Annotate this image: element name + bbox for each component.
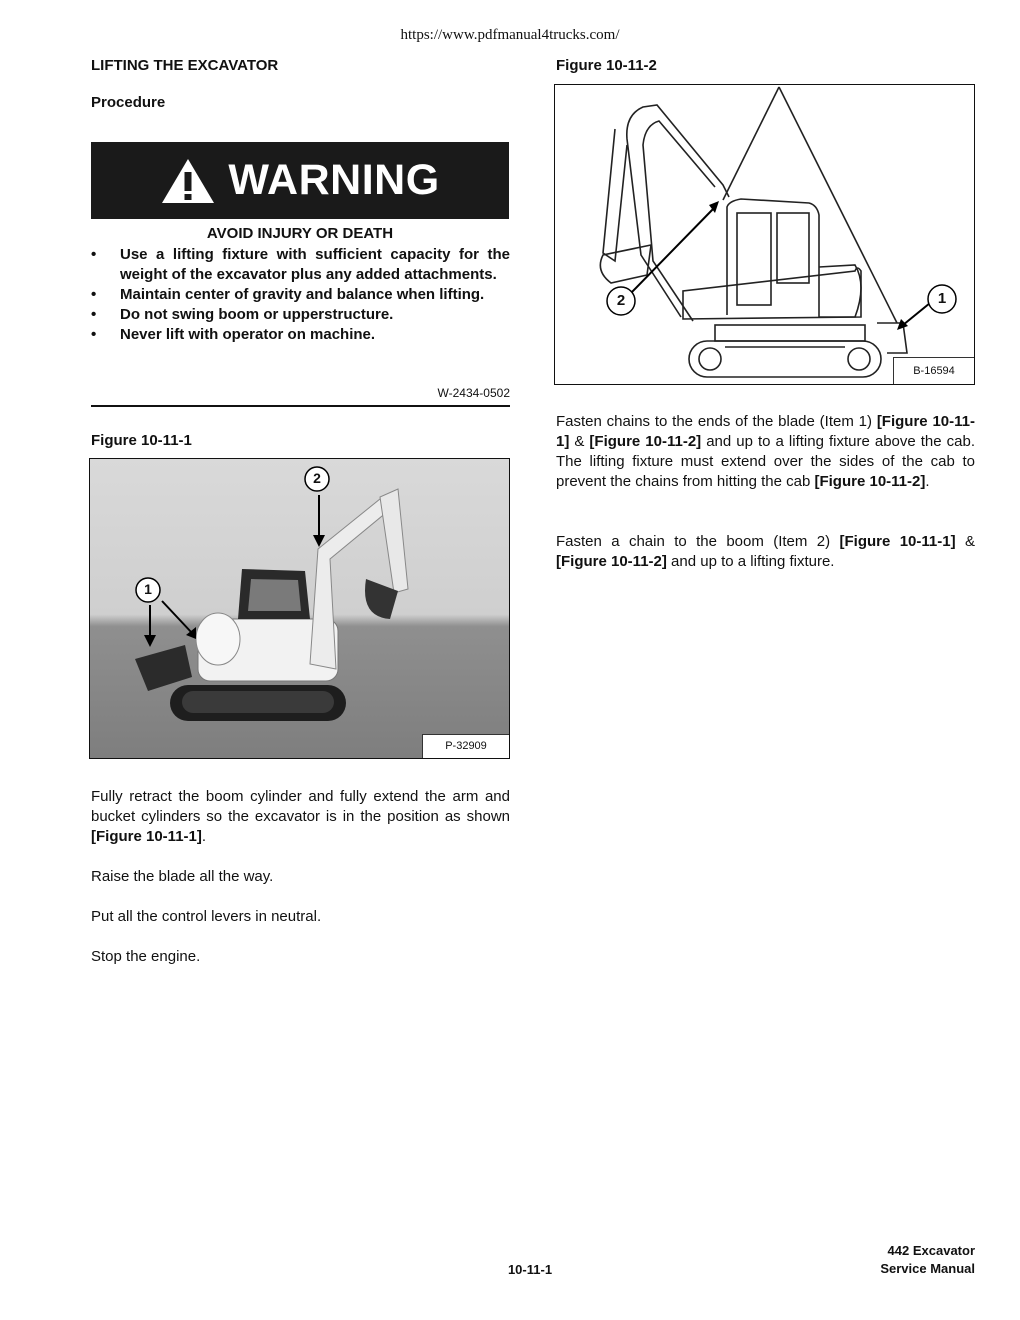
excavator-photo-illustration [90, 459, 510, 759]
figure-reference: [Figure 10-11-1] [556, 413, 975, 450]
figure2-callout-1: 1 [937, 290, 947, 307]
footer-manual-title [880, 1242, 975, 1278]
figure1-caption: Figure 10-11-1 [91, 432, 192, 449]
figure-reference: [Figure 10-11-1] [839, 533, 956, 550]
warning-bullet: • Use a lifting fixture with sufficient capacity for the weight of the excavator plus any added attachments. [91, 245, 510, 285]
subsection-title: Procedure [91, 94, 166, 111]
paragraph-raise-blade: Raise the blade all the way. [91, 868, 274, 885]
warning-code: W-2434-0502 [437, 386, 510, 400]
paragraph-levers: Put all the control levers in neutral. [91, 908, 322, 925]
footer-manual: Service Manual [880, 1261, 975, 1276]
section-title: LIFTING THE EXCAVATOR [91, 57, 279, 74]
warning-bullet-list [91, 245, 510, 345]
warning-bullet: • Do not swing boom or upperstructure. [91, 305, 510, 325]
figure-reference: [Figure 10-11-2] [556, 553, 667, 570]
warning-heading: AVOID INJURY OR DEATH [206, 225, 394, 242]
figure-reference: [Figure 10-11-2] [814, 473, 926, 490]
paragraph-fasten-blade: Fasten chains to the ends of the blade (Item 1) [Figure 10-11-1] & [Figure 10-11-2] and up to a lifting fixture above the cab. The lifting fixture must extend over the sides of the cab to prevent the chains from hitting the cab [Figure 10-11-2]. [556, 413, 975, 490]
warning-banner [91, 142, 509, 219]
figure2-code: B-16594 [893, 357, 975, 385]
figure2-diagram [554, 84, 975, 385]
figure-reference: [Figure 10-11-2] [589, 433, 702, 450]
figure1-callout-2: 2 [313, 470, 321, 486]
excavator-line-drawing [555, 85, 975, 385]
figure-reference: [Figure 10-11-1] [91, 828, 202, 845]
paragraph-stop-engine: Stop the engine. [91, 948, 201, 965]
warning-bullet: • Never lift with operator on machine. [91, 325, 510, 345]
paragraph-fasten-boom: Fasten a chain to the boom (Item 2) [Figure 10-11-1] & [Figure 10-11-2] and up to a lifting fixture. [556, 533, 975, 570]
paragraph-retract: Fully retract the boom cylinder and fully extend the arm and bucket cylinders so the excavator is in the position as shown [Figure 10-11-1]. [91, 788, 510, 845]
warning-word: WARNING [228, 156, 440, 204]
figure1-photo [89, 458, 510, 759]
warning-bullet: • Maintain center of gravity and balance when lifting. [91, 285, 510, 305]
source-url: https://www.pdfmanual4trucks.com/ [400, 27, 620, 43]
page-number: 10-11-1 [507, 1262, 553, 1277]
footer-model: 442 Excavator [887, 1243, 975, 1258]
figure2-callout-2: 2 [616, 292, 626, 309]
warning-divider [91, 405, 510, 407]
figure1-code: P-32909 [422, 734, 510, 759]
figure1-callout-1: 1 [144, 581, 152, 597]
warning-triangle-icon [160, 157, 216, 205]
figure2-caption: Figure 10-11-2 [556, 57, 657, 74]
